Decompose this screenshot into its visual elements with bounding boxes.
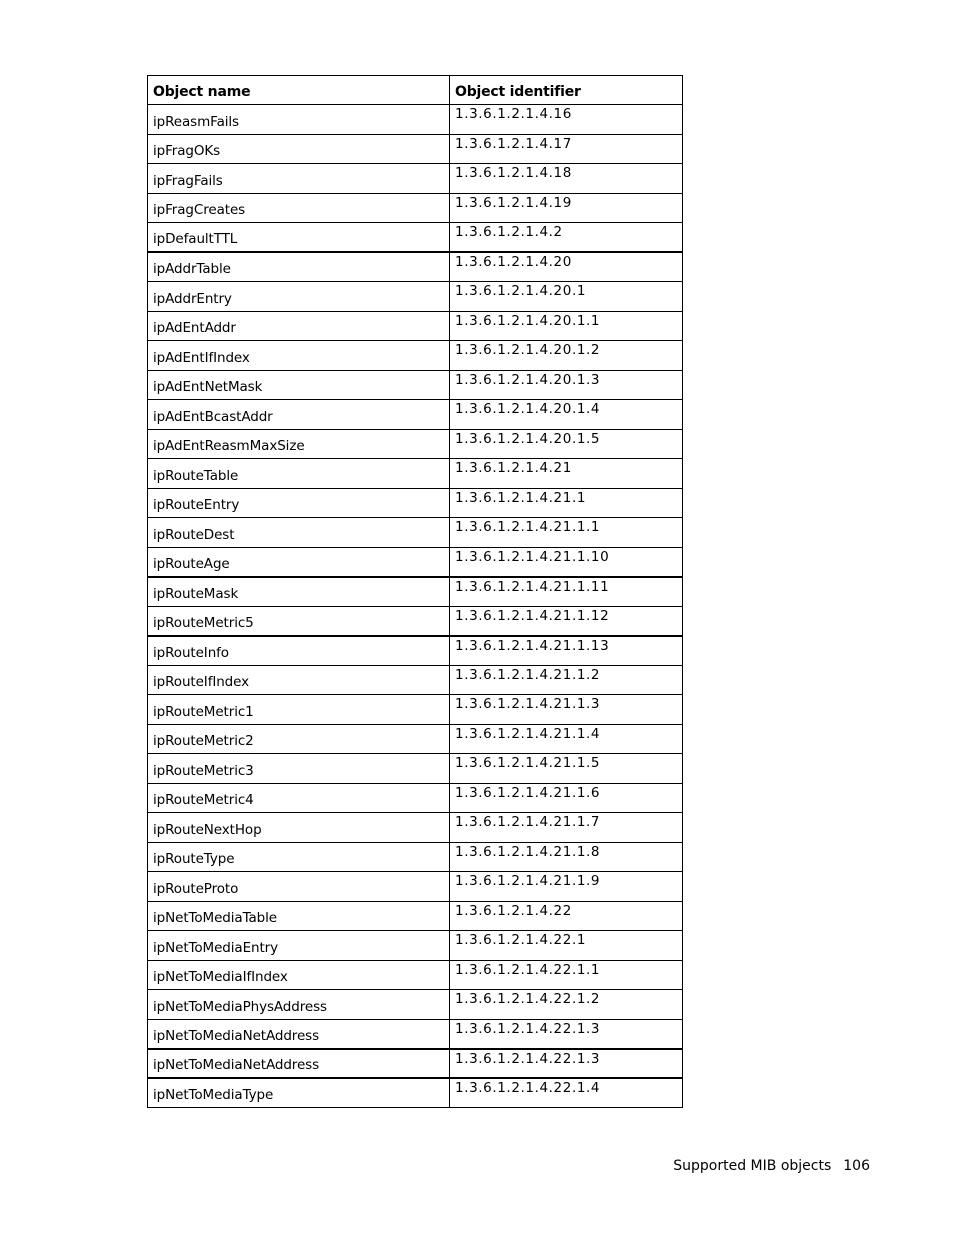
- table-row: [148, 1019, 683, 1049]
- object-name-cell: ipRouteMetric5: [148, 606, 450, 636]
- table-row: [148, 636, 683, 666]
- object-name-cell: ipNetToMediaNetAddress: [148, 1019, 450, 1049]
- table-row: [148, 665, 683, 695]
- object-name-cell: ipRouteNextHop: [148, 813, 450, 843]
- object-identifier-cell: 1.3.6.1.2.1.4.2: [450, 223, 683, 253]
- object-name-cell: ipRouteMetric4: [148, 783, 450, 813]
- object-name-cell: ipRouteEntry: [148, 488, 450, 518]
- object-identifier-cell: 1.3.6.1.2.1.4.16: [450, 105, 683, 135]
- object-identifier-cell: 1.3.6.1.2.1.4.21.1.6: [450, 783, 683, 813]
- table-header-row: [148, 76, 683, 105]
- table-row: [148, 960, 683, 990]
- object-name-cell: ipDefaultTTL: [148, 223, 450, 253]
- object-name-cell: ipFragCreates: [148, 193, 450, 223]
- object-identifier-cell: 1.3.6.1.2.1.4.20.1: [450, 282, 683, 312]
- table-row: [148, 341, 683, 371]
- object-name-cell: ipAddrTable: [148, 252, 450, 282]
- header-object-identifier: Object identifier: [450, 76, 683, 105]
- object-name-cell: ipFragOKs: [148, 134, 450, 164]
- object-identifier-cell: 1.3.6.1.2.1.4.21.1.5: [450, 754, 683, 784]
- table-row: [148, 193, 683, 223]
- footer-section-title: Supported MIB objects: [673, 1158, 832, 1174]
- table-row: [148, 311, 683, 341]
- object-identifier-cell: 1.3.6.1.2.1.4.21.1.1: [450, 518, 683, 548]
- object-name-cell: ipAdEntAddr: [148, 311, 450, 341]
- object-identifier-cell: 1.3.6.1.2.1.4.22.1: [450, 931, 683, 961]
- table-row: [148, 429, 683, 459]
- table-row: [148, 783, 683, 813]
- object-identifier-cell: 1.3.6.1.2.1.4.21.1.2: [450, 665, 683, 695]
- table-row: [148, 164, 683, 194]
- table-row: [148, 990, 683, 1020]
- object-identifier-cell: 1.3.6.1.2.1.4.21.1.10: [450, 547, 683, 577]
- table-row: [148, 252, 683, 282]
- object-name-cell: ipFragFails: [148, 164, 450, 194]
- object-identifier-cell: 1.3.6.1.2.1.4.20.1.5: [450, 429, 683, 459]
- object-identifier-cell: 1.3.6.1.2.1.4.22.1.4: [450, 1078, 683, 1108]
- table-row: [148, 842, 683, 872]
- table-row: [148, 282, 683, 312]
- object-name-cell: ipRouteMask: [148, 577, 450, 607]
- object-name-cell: ipNetToMediaNetAddress: [148, 1049, 450, 1079]
- table-row: [148, 459, 683, 489]
- table-row: [148, 547, 683, 577]
- object-name-cell: ipNetToMediaPhysAddress: [148, 990, 450, 1020]
- table-row: [148, 901, 683, 931]
- object-name-cell: ipRouteProto: [148, 872, 450, 902]
- table-row: [148, 518, 683, 548]
- table-row: [148, 931, 683, 961]
- table-row: [148, 134, 683, 164]
- object-identifier-cell: 1.3.6.1.2.1.4.22.1.3: [450, 1019, 683, 1049]
- object-name-cell: ipNetToMediaIfIndex: [148, 960, 450, 990]
- object-identifier-cell: 1.3.6.1.2.1.4.20.1.3: [450, 370, 683, 400]
- mib-objects-table: [147, 75, 683, 1108]
- table-row: [148, 1078, 683, 1108]
- object-name-cell: ipNetToMediaTable: [148, 901, 450, 931]
- header-object-name: Object name: [148, 76, 450, 105]
- page-number: 106: [843, 1158, 870, 1174]
- table-row: [148, 370, 683, 400]
- object-name-cell: ipNetToMediaType: [148, 1078, 450, 1108]
- object-identifier-cell: 1.3.6.1.2.1.4.22.1.2: [450, 990, 683, 1020]
- object-name-cell: ipRouteInfo: [148, 636, 450, 666]
- table-body: [148, 105, 683, 1108]
- object-identifier-cell: 1.3.6.1.2.1.4.20.1.4: [450, 400, 683, 430]
- object-identifier-cell: 1.3.6.1.2.1.4.19: [450, 193, 683, 223]
- object-identifier-cell: 1.3.6.1.2.1.4.22.1.3: [450, 1049, 683, 1079]
- object-name-cell: ipRouteDest: [148, 518, 450, 548]
- object-identifier-cell: 1.3.6.1.2.1.4.21.1: [450, 488, 683, 518]
- object-identifier-cell: 1.3.6.1.2.1.4.21.1.4: [450, 724, 683, 754]
- table-row: [148, 872, 683, 902]
- table-row: [148, 1049, 683, 1079]
- object-name-cell: ipRouteIfIndex: [148, 665, 450, 695]
- table-row: [148, 400, 683, 430]
- object-identifier-cell: 1.3.6.1.2.1.4.20: [450, 252, 683, 282]
- object-name-cell: ipAddrEntry: [148, 282, 450, 312]
- object-identifier-cell: 1.3.6.1.2.1.4.22.1.1: [450, 960, 683, 990]
- object-identifier-cell: 1.3.6.1.2.1.4.21.1.12: [450, 606, 683, 636]
- object-name-cell: ipRouteMetric2: [148, 724, 450, 754]
- object-identifier-cell: 1.3.6.1.2.1.4.18: [450, 164, 683, 194]
- table-row: [148, 695, 683, 725]
- object-name-cell: ipNetToMediaEntry: [148, 931, 450, 961]
- page-footer: [673, 1158, 870, 1174]
- object-identifier-cell: 1.3.6.1.2.1.4.21: [450, 459, 683, 489]
- object-identifier-cell: 1.3.6.1.2.1.4.21.1.11: [450, 577, 683, 607]
- object-name-cell: ipAdEntBcastAddr: [148, 400, 450, 430]
- object-name-cell: ipReasmFails: [148, 105, 450, 135]
- object-identifier-cell: 1.3.6.1.2.1.4.20.1.1: [450, 311, 683, 341]
- table-row: [148, 813, 683, 843]
- object-identifier-cell: 1.3.6.1.2.1.4.21.1.3: [450, 695, 683, 725]
- table-row: [148, 105, 683, 135]
- object-name-cell: ipRouteAge: [148, 547, 450, 577]
- object-identifier-cell: 1.3.6.1.2.1.4.21.1.8: [450, 842, 683, 872]
- table-row: [148, 754, 683, 784]
- object-identifier-cell: 1.3.6.1.2.1.4.20.1.2: [450, 341, 683, 371]
- object-identifier-cell: 1.3.6.1.2.1.4.22: [450, 901, 683, 931]
- table-row: [148, 223, 683, 253]
- object-identifier-cell: 1.3.6.1.2.1.4.21.1.13: [450, 636, 683, 666]
- object-identifier-cell: 1.3.6.1.2.1.4.17: [450, 134, 683, 164]
- object-name-cell: ipAdEntIfIndex: [148, 341, 450, 371]
- object-name-cell: ipAdEntNetMask: [148, 370, 450, 400]
- object-identifier-cell: 1.3.6.1.2.1.4.21.1.9: [450, 872, 683, 902]
- object-identifier-cell: 1.3.6.1.2.1.4.21.1.7: [450, 813, 683, 843]
- object-name-cell: ipRouteTable: [148, 459, 450, 489]
- table-row: [148, 488, 683, 518]
- table-row: [148, 724, 683, 754]
- object-name-cell: ipRouteMetric1: [148, 695, 450, 725]
- table-row: [148, 577, 683, 607]
- object-name-cell: ipAdEntReasmMaxSize: [148, 429, 450, 459]
- object-name-cell: ipRouteMetric3: [148, 754, 450, 784]
- object-name-cell: ipRouteType: [148, 842, 450, 872]
- table-row: [148, 606, 683, 636]
